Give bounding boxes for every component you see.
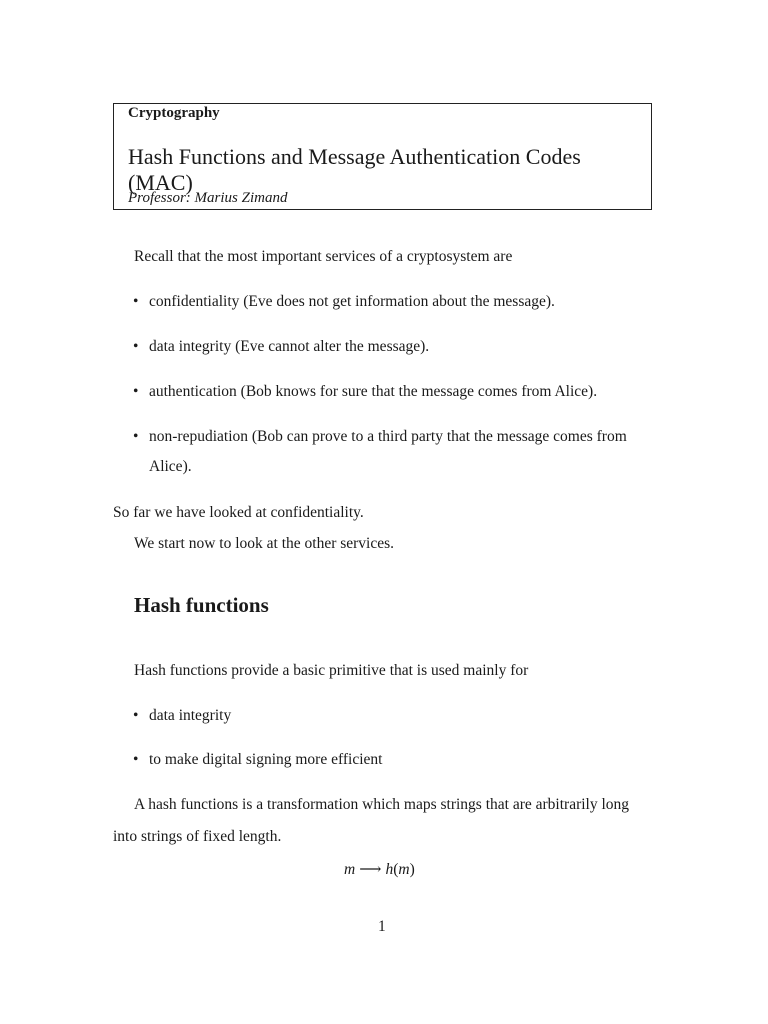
list-item: data integrity (149, 707, 232, 724)
intro-paragraph: Recall that the most important services of a cryptosystem are (134, 248, 513, 265)
list-item: authentication (Bob knows for sure that the message comes from Alice). (149, 383, 598, 400)
list-item: non-repudiation (Bob can prove to a third party that the message comes from (149, 428, 627, 445)
list-item-continuation: Alice). (149, 458, 192, 475)
display-formula (344, 860, 415, 879)
formula-open-paren: ( (393, 861, 399, 878)
formula-function: h (385, 861, 394, 878)
definition-paragraph: A hash functions is a transformation which maps strings that are arbitrarily long (134, 796, 630, 813)
list-item: confidentiality (Eve does not get information about the message). (149, 293, 555, 310)
bullet-icon: • (133, 428, 139, 445)
document-title: Hash Functions and Message Authentication Codes (MAC) (128, 144, 581, 195)
page-number: 1 (378, 918, 386, 935)
bullet-icon: • (133, 751, 139, 768)
section-heading: Hash functions (134, 593, 269, 617)
section-intro: Hash functions provide a basic primitive that is used mainly for (134, 662, 529, 679)
formula-argument: m (398, 861, 410, 878)
bullet-icon: • (133, 338, 139, 355)
list-item: to make digital signing more efficient (149, 751, 383, 768)
bullet-icon: • (133, 293, 139, 310)
paragraph: So far we have looked at confidentiality. (113, 504, 364, 521)
professor-name: Professor: Marius Zimand (128, 190, 288, 206)
arrow-icon: ⟶ (359, 861, 382, 878)
bullet-icon: • (133, 383, 139, 400)
title-box (113, 103, 652, 210)
list-item: data integrity (Eve cannot alter the message). (149, 338, 430, 355)
course-name: Cryptography (128, 105, 220, 121)
formula-close-paren: ) (409, 861, 415, 878)
definition-paragraph-continuation: into strings of fixed length. (113, 828, 282, 845)
formula-lhs: m (344, 861, 356, 878)
bullet-icon: • (133, 707, 139, 724)
paragraph: We start now to look at the other services. (134, 535, 395, 552)
